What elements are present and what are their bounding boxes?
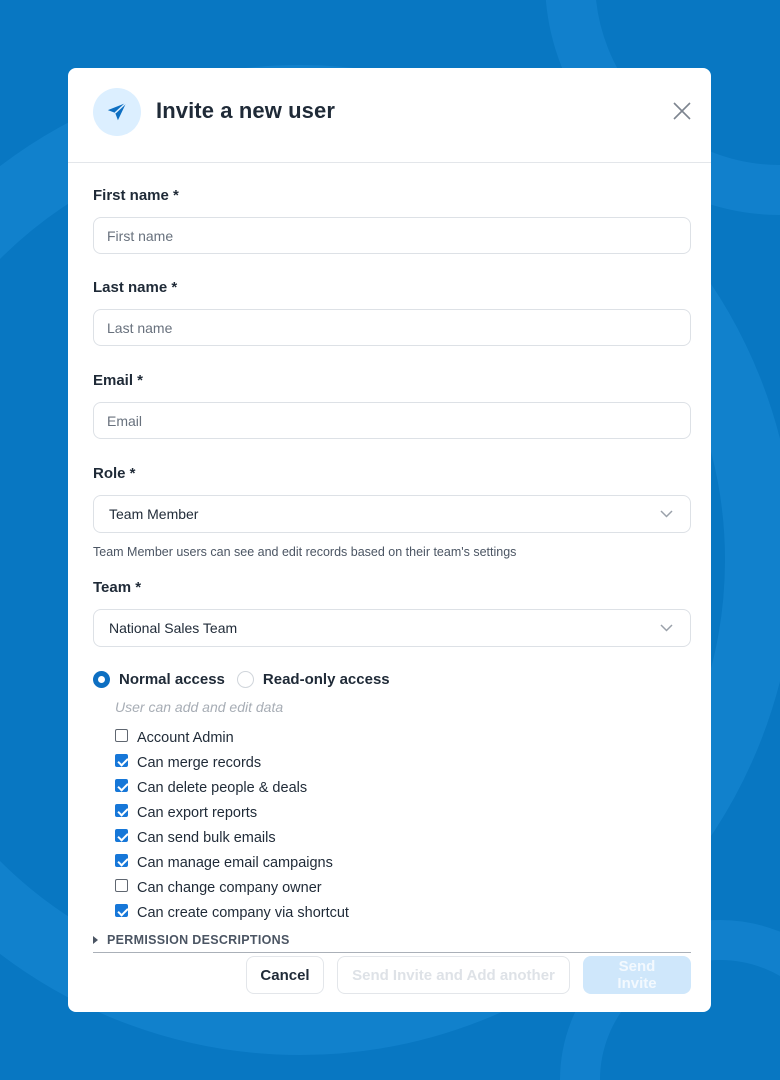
- access-level-group: [93, 668, 691, 690]
- role-select[interactable]: [93, 495, 691, 533]
- close-icon[interactable]: [673, 102, 691, 120]
- checkbox[interactable]: [115, 729, 128, 742]
- chevron-down-icon: [660, 510, 673, 518]
- team-label: Team *: [93, 579, 142, 596]
- permission-label: Can manage email campaigns: [137, 854, 333, 871]
- checkbox[interactable]: [115, 879, 128, 892]
- permission-export-reports[interactable]: [115, 800, 691, 825]
- role-selected-value: Team Member: [109, 506, 199, 522]
- read-only-access-radio[interactable]: [237, 671, 390, 688]
- permission-label: Can delete people & deals: [137, 779, 308, 796]
- permission-merge-records[interactable]: [115, 750, 691, 775]
- first-name-label: First name *: [93, 187, 179, 204]
- send-plane-icon: [93, 88, 141, 136]
- last-name-label: Last name *: [93, 279, 178, 296]
- permission-label: Can merge records: [137, 754, 262, 771]
- permission-label: Can create company via shortcut: [137, 904, 349, 921]
- checkbox[interactable]: [115, 854, 128, 867]
- send-invite-and-add-another-button[interactable]: Send Invite and Add another: [337, 956, 570, 994]
- email-label: Email *: [93, 372, 144, 389]
- caret-right-icon: [93, 936, 98, 944]
- permission-manage-email-campaigns[interactable]: [115, 850, 691, 875]
- role-label: Role *: [93, 465, 136, 482]
- permission-send-bulk-emails[interactable]: [115, 825, 691, 850]
- permission-delete-people-deals[interactable]: [115, 775, 691, 800]
- radio-checked-icon: [93, 671, 110, 688]
- team-selected-value: National Sales Team: [109, 620, 238, 636]
- access-description: User can add and edit data: [115, 699, 284, 715]
- checkbox[interactable]: [115, 904, 128, 917]
- checkbox[interactable]: [115, 754, 128, 767]
- dialog-title: Invite a new user: [156, 98, 335, 123]
- chevron-down-icon: [660, 624, 673, 632]
- normal-access-radio[interactable]: [93, 671, 225, 688]
- permission-account-admin[interactable]: [115, 725, 691, 750]
- last-name-input[interactable]: [93, 309, 691, 346]
- permission-descriptions-label: PERMISSION DESCRIPTIONS: [107, 932, 290, 947]
- email-input[interactable]: [93, 402, 691, 439]
- team-select[interactable]: [93, 609, 691, 647]
- normal-access-label: Normal access: [119, 670, 225, 688]
- role-help-text: Team Member users can see and edit records based on their team's settings: [93, 545, 517, 559]
- permissions-list: [115, 725, 691, 925]
- permission-descriptions-toggle[interactable]: [93, 931, 691, 953]
- checkbox[interactable]: [115, 804, 128, 817]
- cancel-button[interactable]: Cancel: [246, 956, 324, 994]
- permission-create-company-shortcut[interactable]: [115, 900, 691, 925]
- permission-change-company-owner[interactable]: [115, 875, 691, 900]
- radio-unchecked-icon: [237, 671, 254, 688]
- permission-label: Can change company owner: [137, 879, 322, 896]
- send-invite-button[interactable]: Send Invite: [583, 956, 691, 994]
- read-only-access-label: Read-only access: [262, 670, 390, 688]
- permission-label: Can send bulk emails: [137, 829, 276, 846]
- first-name-input[interactable]: [93, 217, 691, 254]
- dialog-header: [68, 68, 711, 163]
- invite-form: [93, 186, 691, 953]
- checkbox[interactable]: [115, 829, 128, 842]
- permission-label: Account Admin: [137, 729, 234, 746]
- invite-user-dialog: [68, 68, 711, 1012]
- checkbox[interactable]: [115, 779, 128, 792]
- permission-label: Can export reports: [137, 804, 258, 821]
- dialog-footer: [246, 956, 691, 994]
